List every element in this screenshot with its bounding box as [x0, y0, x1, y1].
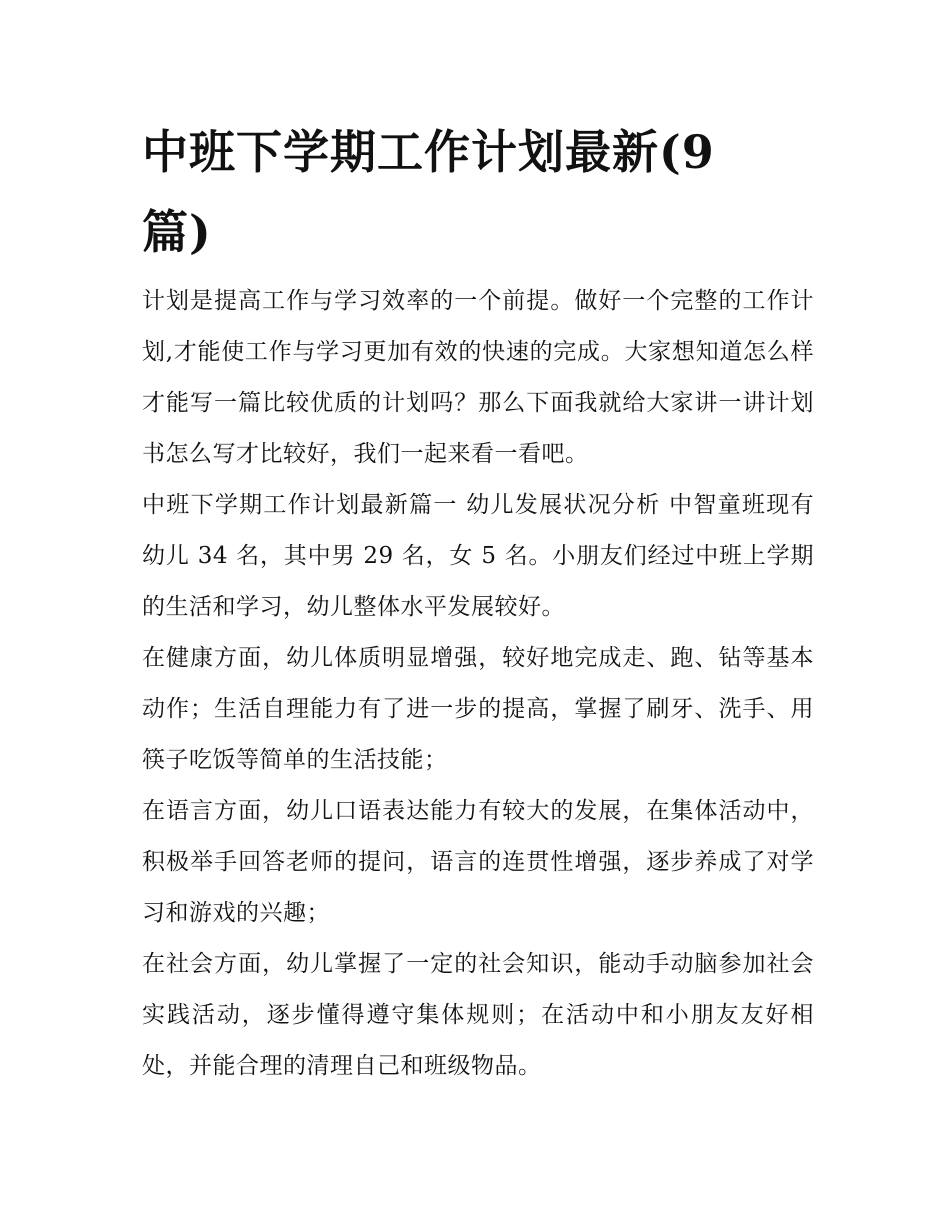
paragraph-intro: 计划是提高工作与学习效率的一个前提。做好一个完整的工作计划,才能使工作与学习更加有效的快速的完成。大家想知道怎么样才能写一篇比较优质的计划吗？那么下面我就给大家讲一讲计划书怎么写才比较好，我们一起来看一看吧。	[142, 288, 814, 467]
paragraph-social: 在社会方面，幼儿掌握了一定的社会知识，能动手动脑参加社会实践活动，逐步懂得遵守集体规则；在活动中和小朋友友好相处，并能合理的清理自己和班级物品。	[142, 951, 814, 1079]
paragraph-health: 在健康方面，幼儿体质明显增强，较好地完成走、跑、钻等基本动作；生活自理能力有了进一步的提高，掌握了刷牙、洗手、用筷子吃饭等简单的生活技能；	[142, 645, 814, 773]
paragraph-class-overview: 中班下学期工作计划最新篇一 幼儿发展状况分析 中智童班现有幼儿 34 名，其中男 29 名，女 5 名。小朋友们经过中班上学期的生活和学习，幼儿整体水平发展较好。	[142, 492, 814, 620]
document-title: 中班下学期工作计划最新(9篇)	[142, 125, 715, 259]
paragraph-language: 在语言方面，幼儿口语表达能力有较大的发展，在集体活动中，积极举手回答老师的提问，语言的连贯性增强，逐步养成了对学习和游戏的兴趣；	[142, 798, 814, 926]
document-body	[142, 276, 814, 1092]
